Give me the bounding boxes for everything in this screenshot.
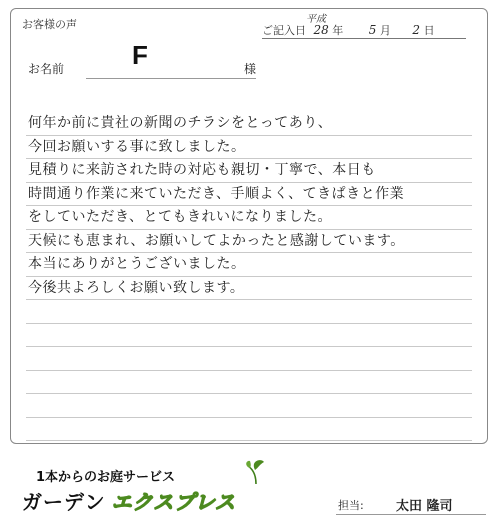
testimonial-line — [26, 347, 472, 371]
testimonial-line: 今回お願いする事に致しました。 — [26, 136, 472, 160]
year-unit: 年 — [332, 24, 344, 37]
era-handwritten: 平成 — [306, 14, 326, 25]
testimonial-line: 何年か前に貴社の新聞のチラシをとってあり、 — [26, 112, 472, 136]
testimonial-body — [26, 112, 472, 441]
footer-tagline: 1本からのお庭サービス — [36, 470, 176, 485]
testimonial-line — [26, 394, 472, 418]
day-unit: 日 — [423, 24, 435, 37]
customer-name: F — [132, 40, 148, 70]
date-field — [262, 14, 435, 38]
testimonial-line — [26, 300, 472, 324]
staff-underline — [336, 514, 486, 515]
day-value: 2 — [412, 23, 421, 37]
brand-logo — [22, 486, 236, 515]
testimonial-line — [26, 324, 472, 348]
section-title: お客様の声 — [22, 18, 77, 31]
staff-name: 太田 隆司 — [396, 499, 453, 514]
name-underline — [86, 78, 256, 79]
date-underline — [262, 38, 466, 39]
testimonial-line: 時間通り作業に来ていただき、手順よく、てきぱきと作業 — [26, 183, 472, 207]
testimonial-line: 今後共よろしくお願い致します。 — [26, 277, 472, 301]
month-value: 5 — [368, 23, 377, 37]
testimonial-line: 本当にありがとうございました。 — [26, 253, 472, 277]
date-label: ご記入日 — [262, 24, 306, 37]
month-unit: 月 — [379, 24, 391, 37]
brand-main: ガーデン — [22, 490, 106, 514]
testimonial-line — [26, 418, 472, 442]
testimonial-line: 天候にも恵まれ、お願いしてよかったと感謝しています。 — [26, 230, 472, 254]
testimonial-line — [26, 371, 472, 395]
brand-accent: エクスプレス — [111, 490, 237, 514]
year-value: 28 — [313, 23, 329, 37]
leaf-icon — [244, 458, 268, 486]
testimonial-line: をしていただき、とてもきれいになりました。 — [26, 206, 472, 230]
staff-label: 担当: — [338, 499, 364, 512]
name-label: お名前 — [28, 62, 65, 76]
honorific: 様 — [244, 62, 257, 76]
testimonial-line: 見積りに来訪された時の対応も親切・丁寧で、本日も — [26, 159, 472, 183]
